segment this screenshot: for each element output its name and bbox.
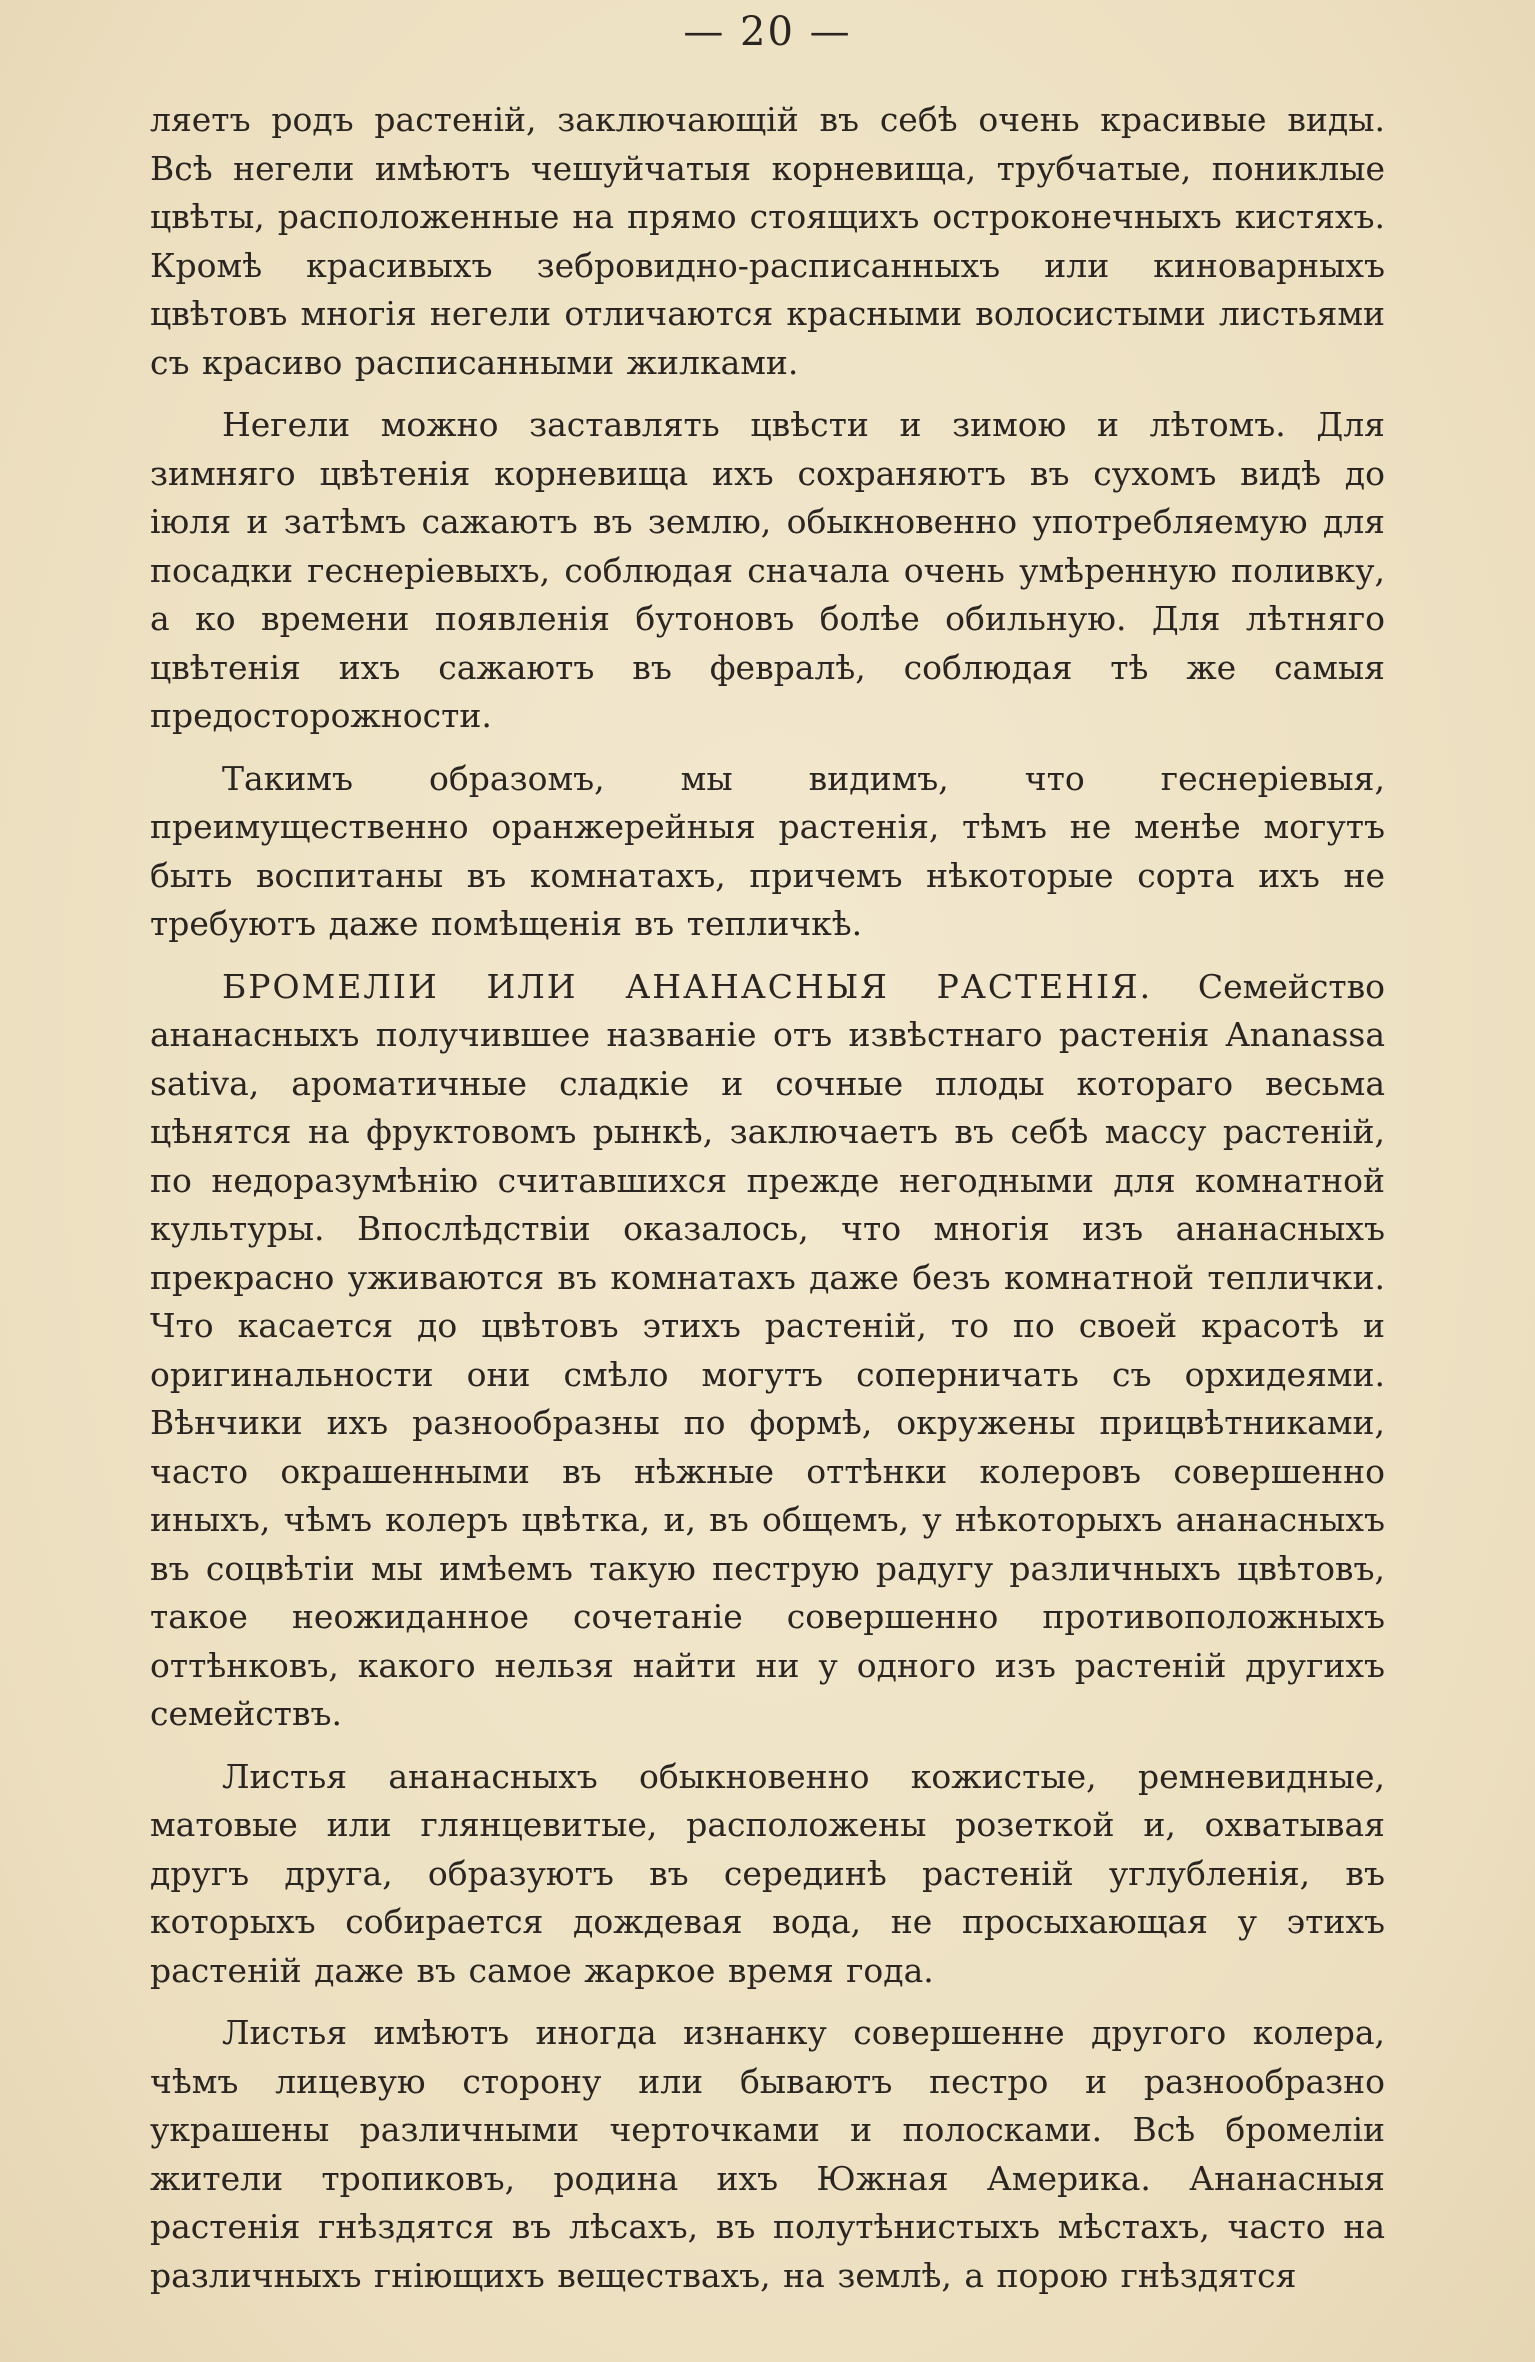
paragraph-negeli-flowering	[150, 401, 1385, 741]
paragraph-text: Негели можно заставлять цвѣсти и зимою и лѣтомъ. Для зимняго цвѣтенія корневища ихъ сохраняютъ въ сухомъ видѣ до іюля и затѣмъ сажаютъ въ землю, обыкновенно употребляемую для посадки геснеріевыхъ, соблюдая сначала очень умѣренную поливку, а ко времени появленія бутоновъ болѣе обильную. Для лѣтняго цвѣтенія ихъ сажаютъ въ февралѣ, соблюдая тѣ же самыя предосторожности.	[150, 405, 1385, 735]
paragraph-text: Такимъ образомъ, мы видимъ, что геснеріевыя, преимущественно оранжерейныя растенія, тѣмъ не менѣе могутъ быть воспитаны въ комнатахъ, причемъ нѣкоторые сорта ихъ не требуютъ даже помѣщенія въ тепличкѣ.	[150, 758, 1385, 943]
paragraph-bromeliad-leaves	[150, 1753, 1385, 1996]
paragraph-bromeliads-intro	[150, 963, 1385, 1739]
paragraph-text: Семейство ананасныхъ получившее названіе отъ извѣстнаго растенія Ananassa sativa, ароматичные сладкіе и сочные плоды котораго весьма цѣнятся на фруктовомъ рынкѣ, заключаетъ въ себѣ массу растеній, по недоразумѣнію считавшихся прежде негодными для комнатной культуры. Впослѣдствіи оказалось, что многія изъ ананасныхъ прекрасно уживаются въ комнатахъ даже безъ комнатной теплички. Что касается до цвѣтовъ этихъ растеній, то по своей красотѣ и оригинальности они смѣло могутъ соперничать съ орхидеями. Вѣнчики ихъ разнообразны по формѣ, окружены прицвѣтниками, часто окрашенными въ нѣжные оттѣнки колеровъ совершенно иныхъ, чѣмъ колеръ цвѣтка, и, въ общемъ, у нѣкоторыхъ ананасныхъ въ соцвѣтіи мы имѣемъ такую пеструю радугу различныхъ цвѣтовъ, такое неожиданное сочетаніе совершенно противоположныхъ оттѣнковъ, какого нельзя найти ни у одного изъ растеній другихъ семействъ.	[150, 966, 1386, 1733]
paragraph-text: Листья имѣютъ иногда изнанку совершенне другого колера, чѣмъ лицевую сторону или бываютъ пестро и разнообразно украшены различными черточками и полосками. Всѣ бромеліи жители тропиковъ, родина ихъ Южная Америка. Ананасныя растенія гнѣздятся въ лѣсахъ, въ полутѣнистыхъ мѣстахъ, часто на различныхъ гніющихъ веществахъ, на землѣ, а порою гнѣздятся	[150, 2013, 1385, 2295]
paragraph-negeli-continued	[150, 96, 1385, 387]
paragraph-text: ляетъ родъ растеній, заключающій въ себѣ очень красивые виды. Всѣ негели имѣютъ чешуйчатыя корневища, трубчатые, пониклые цвѣты, расположенные на прямо стоящихъ остроконечныхъ кистяхъ. Кромѣ красивыхъ зебровидно-расписанныхъ или киноварныхъ цвѣтовъ многія негели отличаются красными волосистыми листьями съ красиво расписанными жилками.	[150, 100, 1385, 382]
section-heading: БРОМЕЛІИ ИЛИ АНАНАСНЫЯ РАСТЕНІЯ.	[222, 966, 1153, 1006]
paragraph-text: Листья ананасныхъ обыкновенно кожистые, ремневидные, матовые или глянцевитые, расположены розеткой и, охватывая другъ друга, образуютъ въ серединѣ растеній углубленія, въ которыхъ собирается дождевая вода, не просыхающая у этихъ растеній даже въ самое жаркое время года.	[150, 1756, 1385, 1990]
paragraph-bromeliad-origin	[150, 2009, 1385, 2300]
paragraph-gesneriaceae-summary	[150, 755, 1385, 949]
page-number: — 20 —	[683, 9, 852, 55]
